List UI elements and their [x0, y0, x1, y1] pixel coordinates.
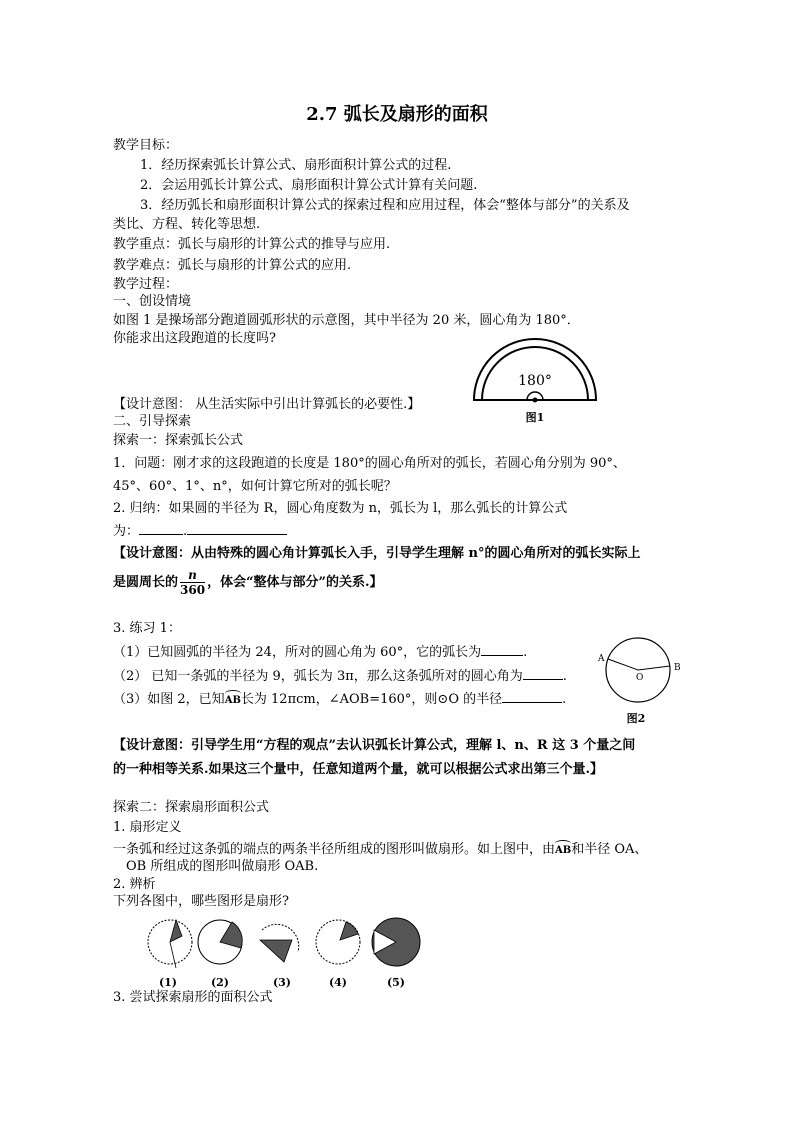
- practice-1-end: .: [523, 645, 528, 660]
- figure-2-circle: [592, 634, 688, 726]
- objective-2: 2．会运用弧长计算公式、扇形面积计算公式计算有关问题.: [140, 178, 478, 193]
- track-arc: [474, 339, 596, 400]
- section1-line2: 你能求出这段跑道的长度吗?: [113, 331, 276, 346]
- practice-1-text: （1）已知圆弧的半径为 24，所对的圆心角为 60°，它的弧长为: [113, 645, 482, 660]
- intent2-suffix: ，体会“整体与部分”的关系.】: [207, 575, 383, 590]
- intent3-line1: 【设计意图：引导学生用“方程的观点”去认识弧长计算公式，理解 l、n、R 这 3 个量之间: [113, 738, 636, 753]
- radius-ob: [638, 666, 670, 670]
- figure-3-label-4: (4): [328, 976, 348, 989]
- question2b-prefix: 为：: [113, 524, 140, 539]
- figure-3-item-1: [148, 920, 192, 989]
- figure-3-item-2: [198, 920, 242, 989]
- figure-1-caption: 图1: [525, 411, 545, 424]
- figure-3-label-5: (5): [386, 976, 406, 989]
- section2-heading: 二、引导探索: [113, 414, 192, 429]
- practice-1-blank: [481, 643, 523, 656]
- question2b: [113, 522, 287, 540]
- radius-oa: [608, 659, 638, 670]
- definition-line2: OB 所组成的图形叫做扇形 OAB.: [126, 859, 319, 874]
- definition-heading: 1. 扇形定义: [113, 820, 182, 835]
- answer-blank-2: [187, 522, 287, 535]
- process-heading: 教学过程：: [113, 277, 179, 292]
- fraction-denominator: 360: [180, 583, 206, 597]
- label-b: B: [674, 663, 681, 673]
- label-a: A: [598, 654, 605, 664]
- practice-2: [113, 667, 567, 685]
- figure-3-item-4: [316, 920, 360, 989]
- practice-2-text: （2） 已知一条弧的半径为 9，弧长为 3π，那么这条弧所对的圆心角为: [113, 669, 523, 684]
- objective-1: 1．经历探索弧长计算公式、扇形面积计算公式的过程.: [140, 158, 452, 173]
- question1b: 45°、60°、1°、n°，如何计算它所对的弧长呢？: [113, 479, 397, 494]
- intent2-prefix: 是圆周长的: [113, 575, 179, 590]
- difficulty: 教学难点：弧长与扇形的计算公式的应用.: [113, 258, 352, 273]
- page-title: 2.7 弧长及扇形的面积: [306, 104, 488, 125]
- center-point: [533, 398, 538, 403]
- definition-line1-suffix: 和半径 OA、: [571, 842, 648, 857]
- practice-3-blank: [502, 690, 562, 703]
- section1-heading: 一、创设情境: [113, 294, 192, 309]
- label-o: O: [636, 673, 644, 683]
- practice-1: [113, 643, 527, 661]
- figure-3-sector-choices: [138, 912, 428, 990]
- practice-2-blank: [523, 667, 563, 680]
- practice-3-prefix: （3）如图 2，已知: [113, 692, 225, 707]
- practice-3: [113, 690, 566, 709]
- fraction-n-over-360: [180, 568, 205, 597]
- section1-design-intent: 【设计意图： 从生活实际中引出计算弧长的必要性.】: [113, 397, 421, 412]
- arc-ab-symbol: AB: [225, 690, 241, 709]
- section1-line1: 如图 1 是操场部分跑道圆弧形状的示意图，其中半径为 20 米，圆心角为 180°．: [113, 313, 580, 328]
- definition-line1-prefix: 一条弧和经过这条弧的端点的两条半径所组成的图形叫做扇形。如上图中，由: [113, 842, 556, 857]
- figure-3-label-1: (1): [158, 976, 178, 989]
- definition-arc-ab: AB: [555, 840, 571, 859]
- answer-blank-1: [139, 522, 183, 535]
- figure-3-label-3: (3): [272, 976, 292, 989]
- practice-2-end: .: [562, 669, 567, 684]
- figure-3-item-3: [260, 924, 299, 989]
- try-heading: 3. 尝试探索扇形的面积公式: [113, 990, 273, 1005]
- figure-2-caption: 图2: [626, 712, 646, 725]
- objective-3b: 类比、方程、转化等思想.: [113, 217, 261, 232]
- intent3-line2: 的一种相等关系.如果这三个量中，任意知道两个量，就可以根据公式求出第三个量.】: [113, 762, 604, 777]
- question1a: 1．问题：刚才求的这段跑道的长度是 180°的圆心角所对的弧长，若圆心角分别为 90°、: [113, 456, 626, 471]
- explore1-heading: 探索一：探索弧长公式: [113, 433, 244, 448]
- question2a: 2. 归纳：如果圆的半径为 R，圆心角度数为 n，弧长为 l，那么弧长的计算公式: [113, 501, 568, 516]
- angle-label: 180°: [518, 373, 552, 389]
- practice-3-mid: 长为 12πcm，∠AOB=160°，则⊙O 的半径: [240, 692, 503, 707]
- definition-line1: [113, 840, 647, 859]
- figure-1-semicircle: [466, 338, 604, 428]
- figure-3-label-2: (2): [210, 976, 230, 989]
- discern-question: 下列各图中，哪些图形是扇形?: [113, 894, 289, 909]
- explore2-heading: 探索二：探索扇形面积公式: [113, 800, 270, 815]
- practice-3-end: .: [562, 692, 567, 707]
- objective-3a: 3．经历弧长和扇形面积计算公式的探索过程和应用过程，体会“整体与部分”的关系及: [140, 198, 630, 213]
- question2b-mid: .: [183, 524, 188, 539]
- intent2-line2: [113, 568, 383, 598]
- practice-heading: 3. 练习 1：: [113, 621, 181, 636]
- key-point: 教学重点：弧长与扇形的计算公式的推导与应用.: [113, 237, 391, 252]
- objectives-heading: 教学目标：: [113, 138, 179, 153]
- fraction-numerator: n: [180, 568, 205, 583]
- figure-3-item-5: [372, 918, 420, 989]
- discern-heading: 2. 辨析: [113, 877, 156, 892]
- intent2-line1: 【设计意图：从由特殊的圆心角计算弧长入手，引导学生理解 n°的圆心角所对的弧长实际上: [113, 546, 641, 561]
